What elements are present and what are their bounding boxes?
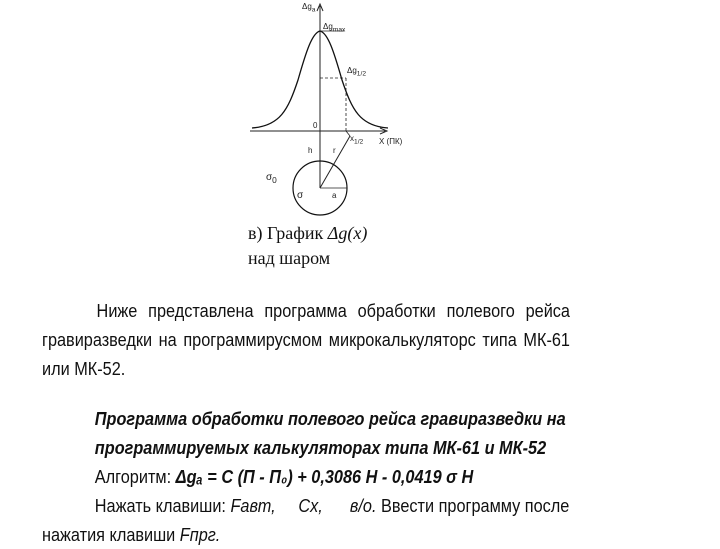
origin-label: 0 [313, 121, 318, 130]
figure-caption-line2: над шаром [248, 248, 331, 268]
last-line-prefix: нажатия клавиши [42, 524, 176, 545]
intro-line-2: гравиразведки на программирусмом микрокалькуляторс типа МК-61 [42, 329, 570, 350]
gravity-anomaly-figure [240, 0, 430, 225]
r-label: r [333, 146, 336, 155]
key-favt: Fавт, [230, 495, 276, 516]
sigma-label: σ [297, 190, 304, 201]
intro-line-3: или МК-52. [42, 358, 126, 379]
half-max-label: $\Delta g_{1/2}$ [347, 66, 367, 78]
figure-caption [248, 223, 367, 244]
a-label: a [332, 191, 337, 200]
paragraph-program [42, 404, 570, 549]
program-title-line-2: программируемых калькуляторах типа МК-61 и МК-52 [94, 437, 547, 458]
keys-suffix: Ввести программу после [381, 495, 570, 516]
algorithm-line [42, 462, 570, 491]
key-cx: Сх, [298, 495, 323, 516]
paragraph-intro [42, 296, 570, 383]
y-axis-label: $\Delta g_a$ [302, 2, 316, 14]
key-vo: в/о. [349, 495, 377, 516]
caption-math: Δg(x) [327, 223, 368, 243]
keys-line [42, 491, 570, 520]
keys-prefix: Нажать клавиши: [94, 495, 226, 516]
caption-prefix: в) График [248, 223, 324, 243]
intro-line-1: Ниже представлена программа обработки полевого рейса [96, 300, 570, 321]
max-label: $\Delta g_{max}$ [323, 22, 346, 34]
algorithm-prefix: Алгоритм: [94, 466, 172, 487]
key-fprg: Fпрг. [179, 524, 221, 545]
x-axis-label: X (ПК) [379, 137, 403, 146]
h-label: h [308, 146, 313, 155]
last-line [42, 520, 570, 549]
sigma0-label: $\sigma_0$ [266, 172, 277, 185]
program-title-line-1: Программа обработки полевого рейса гравиразведки на [94, 408, 566, 429]
x-half-label: $x_{1/2}$ [350, 134, 364, 146]
algorithm-formula: Δgₐ = С (П - П₀) + 0,3086 Н - 0,0419 σ Н [175, 466, 474, 487]
